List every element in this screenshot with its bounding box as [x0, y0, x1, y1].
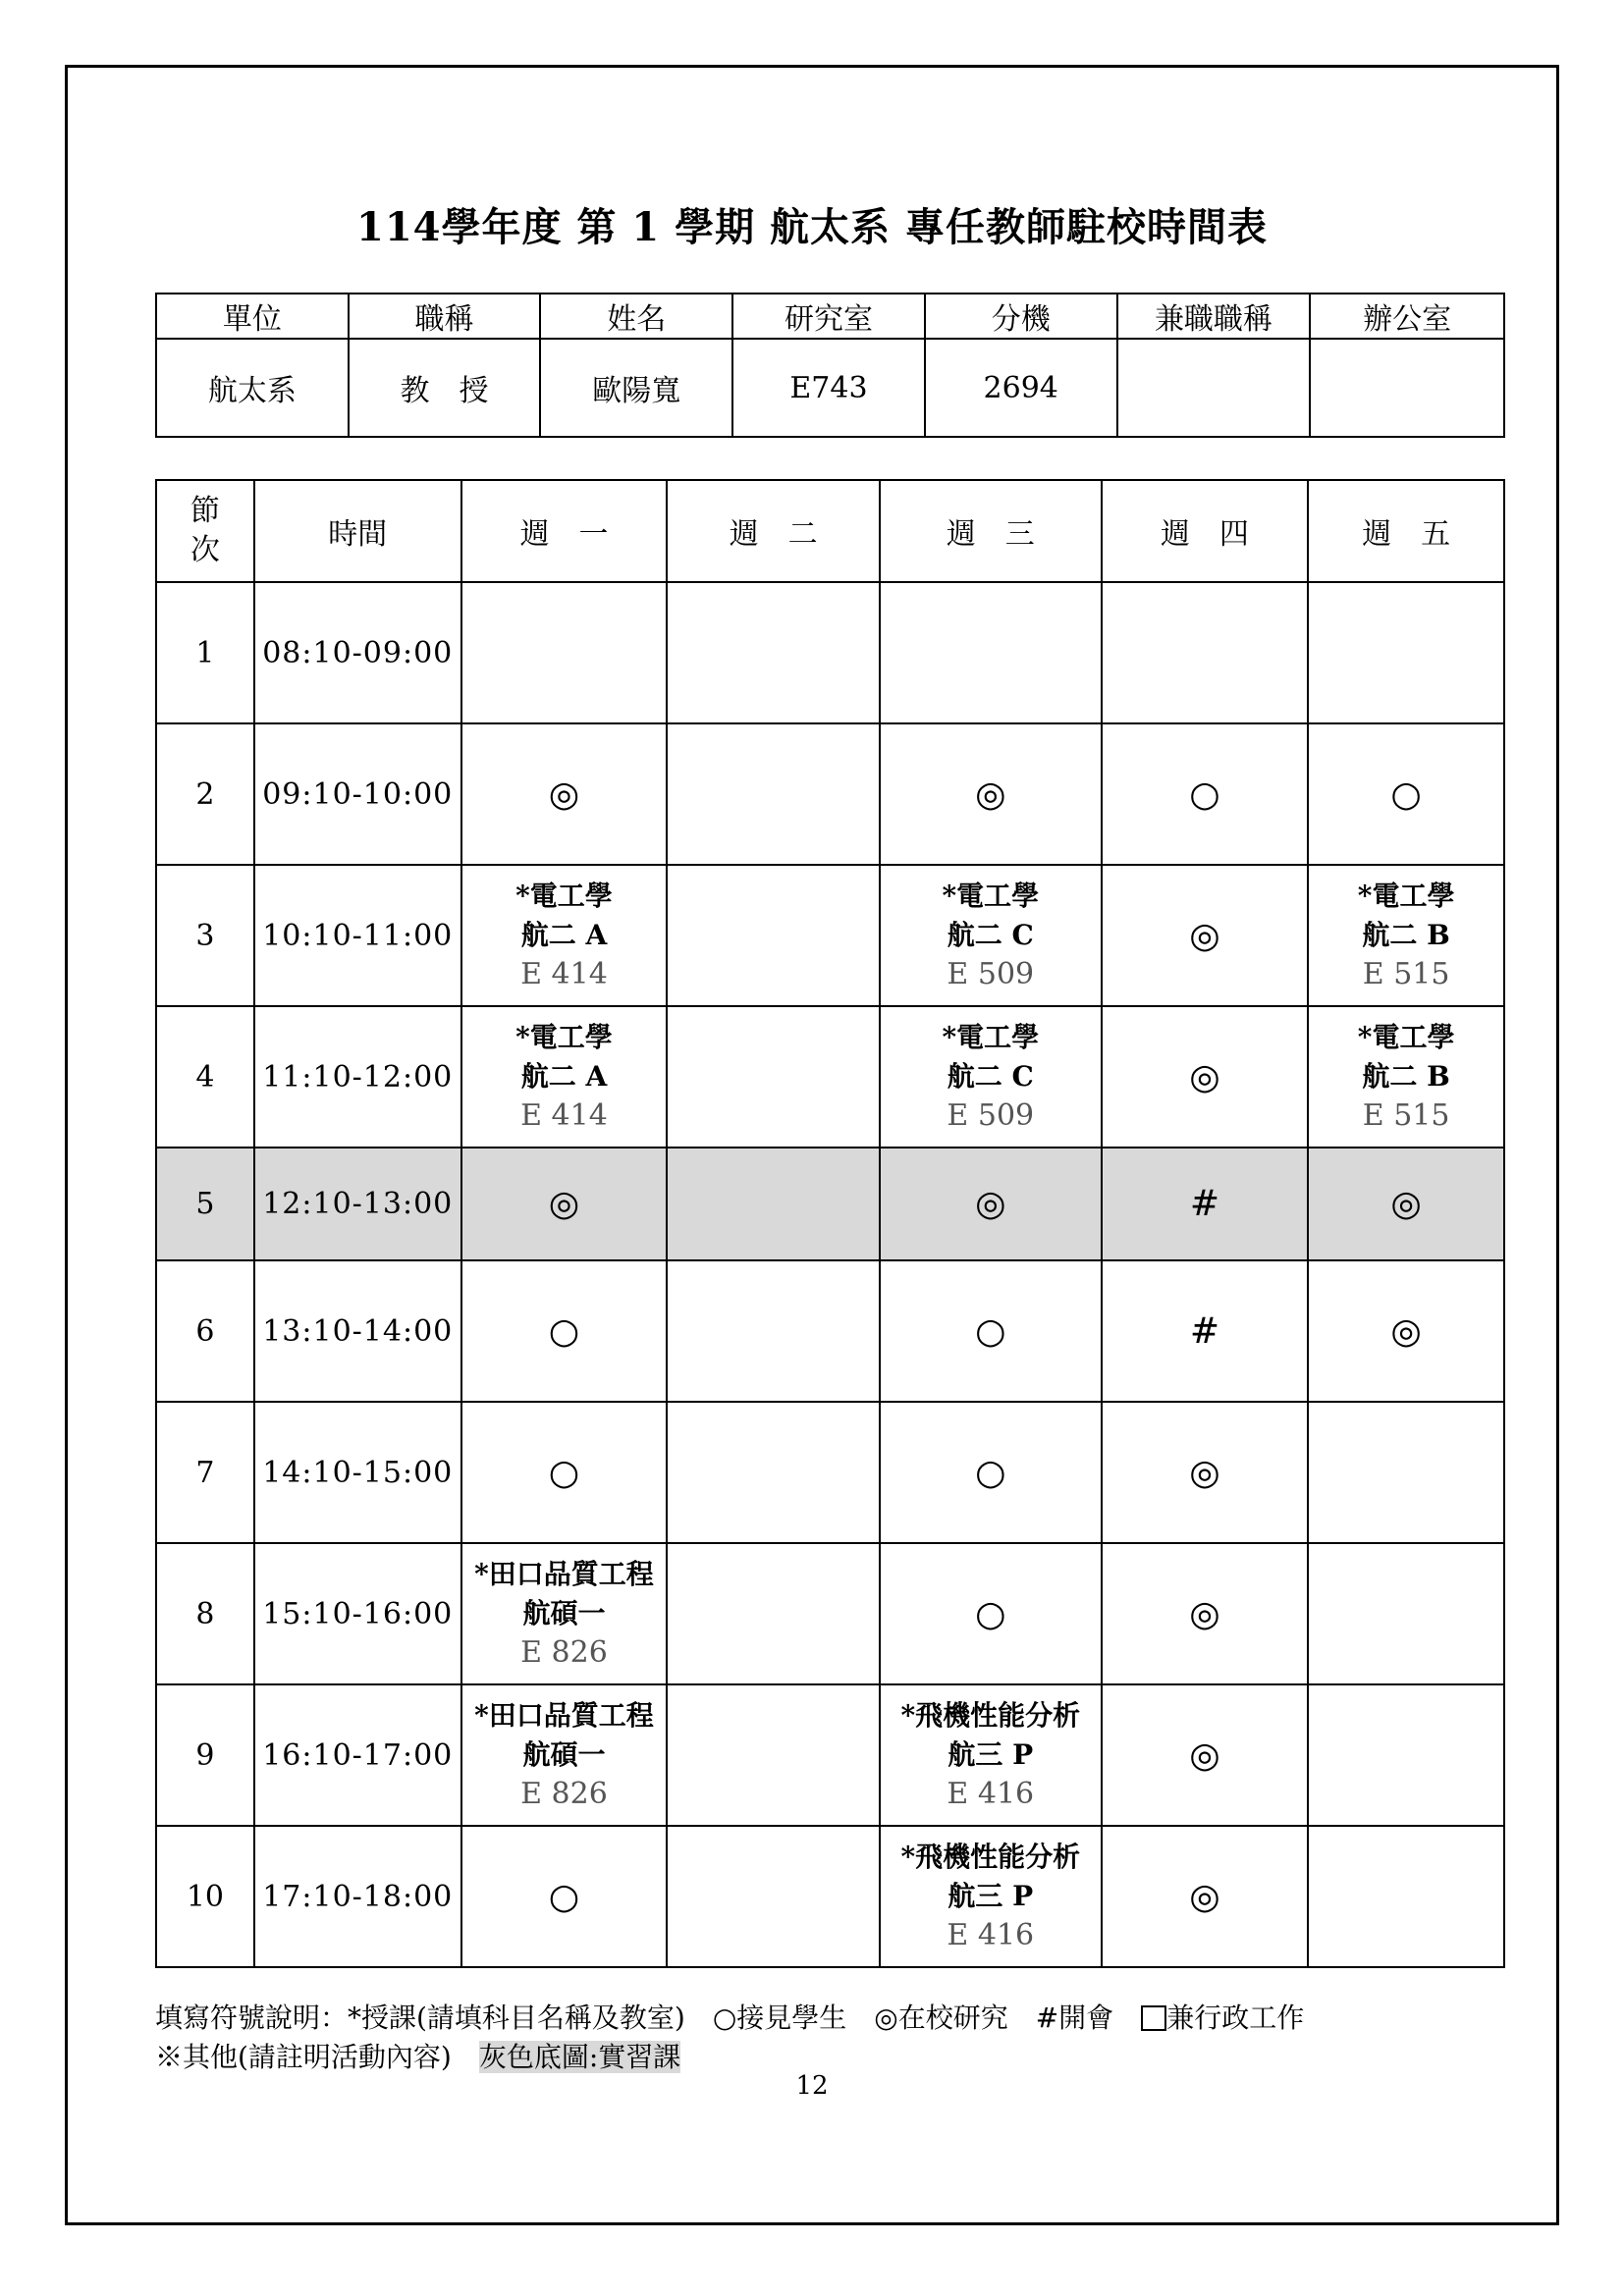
- meet-student-symbol: ○: [548, 1452, 580, 1493]
- research-symbol: ◎: [1189, 1593, 1220, 1634]
- cell-mon: [461, 1826, 668, 1967]
- meeting-symbol: #: [1189, 1310, 1220, 1352]
- cell-fri: [1308, 1148, 1504, 1260]
- value-title: 教 授: [349, 339, 541, 437]
- cell-wed: *電工學 航二 C E 509: [880, 1006, 1102, 1148]
- cell-thu: [1102, 1543, 1309, 1684]
- meet-student-symbol: ○: [548, 1876, 580, 1917]
- header-concurrent-title: 兼職職稱: [1117, 294, 1311, 339]
- research-symbol: ◎: [1189, 1056, 1220, 1097]
- cell-thu: [1102, 582, 1309, 723]
- cell-wed: [880, 582, 1102, 723]
- meeting-symbol: #: [1189, 1184, 1220, 1224]
- cell-wed: [880, 1148, 1102, 1260]
- teacher-info-table: [155, 293, 1505, 438]
- period-number: 8: [156, 1543, 254, 1684]
- header-extension: 分機: [925, 294, 1117, 339]
- cell-mon: [461, 1402, 668, 1543]
- cell-tue: [667, 1006, 880, 1148]
- research-symbol: ◎: [548, 774, 580, 815]
- value-name: 歐陽寬: [540, 339, 732, 437]
- cell-thu: [1102, 865, 1309, 1006]
- table-row: [156, 582, 1504, 723]
- cell-tue: [667, 1684, 880, 1826]
- research-symbol: ◎: [1390, 1184, 1422, 1224]
- cell-tue: [667, 723, 880, 865]
- header-name: 姓名: [540, 294, 732, 339]
- cell-tue: [667, 1543, 880, 1684]
- header-lab: 研究室: [732, 294, 925, 339]
- legend-line2: ※其他(請註明活動內容): [155, 2041, 479, 2073]
- cell-wed: [880, 723, 1102, 865]
- cell-fri: [1308, 1260, 1504, 1402]
- value-office: [1310, 339, 1504, 437]
- header-mon: 週 一: [461, 480, 668, 582]
- period-number: 9: [156, 1684, 254, 1826]
- legend-gray-note: 灰色底圖:實習課: [478, 2041, 681, 2073]
- value-unit: 航太系: [156, 339, 349, 437]
- cell-fri: [1308, 1826, 1504, 1967]
- header-thu: 週 四: [1102, 480, 1309, 582]
- meet-student-symbol: ○: [1189, 774, 1220, 815]
- page-number: 12: [795, 2071, 829, 2101]
- period-number: 10: [156, 1826, 254, 1967]
- period-number: 1: [156, 582, 254, 723]
- period-time: 11:10-12:00: [254, 1006, 461, 1148]
- cell-wed: [880, 1260, 1102, 1402]
- table-row: [156, 865, 1504, 1006]
- period-time: 10:10-11:00: [254, 865, 461, 1006]
- period-time: 15:10-16:00: [254, 1543, 461, 1684]
- cell-fri: *電工學 航二 B E 515: [1308, 1006, 1504, 1148]
- research-symbol: ◎: [975, 774, 1006, 815]
- cell-mon: *田口品質工程 航碩一 E 826: [461, 1543, 668, 1684]
- header-title: 職稱: [349, 294, 541, 339]
- meet-student-symbol: ○: [975, 1452, 1006, 1493]
- cell-fri: [1308, 582, 1504, 723]
- period-time: 08:10-09:00: [254, 582, 461, 723]
- research-symbol: ◎: [975, 1184, 1006, 1224]
- period-number: 7: [156, 1402, 254, 1543]
- cell-mon: [461, 1148, 668, 1260]
- table-row: [156, 1543, 1504, 1684]
- cell-wed: [880, 1543, 1102, 1684]
- legend-admin: 兼行政工作: [1166, 2002, 1305, 2034]
- value-extension: 2694: [925, 339, 1117, 437]
- header-tue: 週 二: [667, 480, 880, 582]
- cell-fri: [1308, 1684, 1504, 1826]
- cell-tue: [667, 1402, 880, 1543]
- meet-student-symbol: ○: [975, 1310, 1006, 1352]
- period-number: 3: [156, 865, 254, 1006]
- period-time: 17:10-18:00: [254, 1826, 461, 1967]
- period-time: 16:10-17:00: [254, 1684, 461, 1826]
- checkbox-square-icon: [1141, 2005, 1166, 2031]
- cell-mon: [461, 582, 668, 723]
- cell-tue: [667, 1260, 880, 1402]
- meet-student-symbol: ○: [975, 1593, 1006, 1634]
- cell-mon: *電工學 航二 A E 414: [461, 865, 668, 1006]
- research-symbol: ◎: [1189, 915, 1220, 956]
- table-row: [156, 1402, 1504, 1543]
- period-time: 12:10-13:00: [254, 1148, 461, 1260]
- period-number: 2: [156, 723, 254, 865]
- legend-line1: 填寫符號說明：*授課(請填科目名稱及教室) ○接見學生 ◎在校研究 #開會: [155, 2002, 1142, 2034]
- cell-thu: [1102, 1402, 1309, 1543]
- table-row: [156, 1148, 1504, 1260]
- cell-thu: [1102, 1006, 1309, 1148]
- cell-thu: [1102, 1260, 1309, 1402]
- header-office: 辦公室: [1310, 294, 1504, 339]
- period-number: 4: [156, 1006, 254, 1148]
- header-fri: 週 五: [1308, 480, 1504, 582]
- cell-thu: [1102, 1148, 1309, 1260]
- cell-thu: [1102, 1826, 1309, 1967]
- table-row: [156, 723, 1504, 865]
- cell-fri: *電工學 航二 B E 515: [1308, 865, 1504, 1006]
- cell-tue: [667, 582, 880, 723]
- value-lab: E743: [732, 339, 925, 437]
- cell-wed: *飛機性能分析 航三 P E 416: [880, 1826, 1102, 1967]
- cell-tue: [667, 1826, 880, 1967]
- cell-thu: [1102, 1684, 1309, 1826]
- period-number: 6: [156, 1260, 254, 1402]
- table-row: [156, 1684, 1504, 1826]
- period-number: 5: [156, 1148, 254, 1260]
- cell-thu: [1102, 723, 1309, 865]
- header-unit: 單位: [156, 294, 349, 339]
- table-row: [156, 1260, 1504, 1402]
- cell-fri: [1308, 1543, 1504, 1684]
- research-symbol: ◎: [1390, 1310, 1422, 1352]
- header-period: 節 次: [156, 480, 254, 582]
- period-time: 14:10-15:00: [254, 1402, 461, 1543]
- research-symbol: ◎: [1189, 1735, 1220, 1776]
- cell-fri: [1308, 1402, 1504, 1543]
- header-time: 時間: [254, 480, 461, 582]
- meet-student-symbol: ○: [548, 1310, 580, 1352]
- legend: [155, 1999, 1304, 2077]
- value-concurrent-title: [1117, 339, 1311, 437]
- cell-wed: *飛機性能分析 航三 P E 416: [880, 1684, 1102, 1826]
- cell-wed: [880, 1402, 1102, 1543]
- period-time: 09:10-10:00: [254, 723, 461, 865]
- page-title: 114學年度 第 1 學期 航太系 專任教師駐校時間表: [356, 204, 1268, 250]
- meet-student-symbol: ○: [1390, 774, 1422, 815]
- cell-tue: [667, 865, 880, 1006]
- schedule-table: [155, 479, 1505, 1968]
- cell-tue: [667, 1148, 880, 1260]
- research-symbol: ◎: [1189, 1452, 1220, 1493]
- period-time: 13:10-14:00: [254, 1260, 461, 1402]
- cell-mon: [461, 723, 668, 865]
- header-wed: 週 三: [880, 480, 1102, 582]
- table-row: [156, 1826, 1504, 1967]
- cell-mon: *電工學 航二 A E 414: [461, 1006, 668, 1148]
- research-symbol: ◎: [548, 1184, 580, 1224]
- research-symbol: ◎: [1189, 1876, 1220, 1917]
- cell-wed: *電工學 航二 C E 509: [880, 865, 1102, 1006]
- cell-mon: [461, 1260, 668, 1402]
- table-row: [156, 1006, 1504, 1148]
- cell-fri: [1308, 723, 1504, 865]
- cell-mon: *田口品質工程 航碩一 E 826: [461, 1684, 668, 1826]
